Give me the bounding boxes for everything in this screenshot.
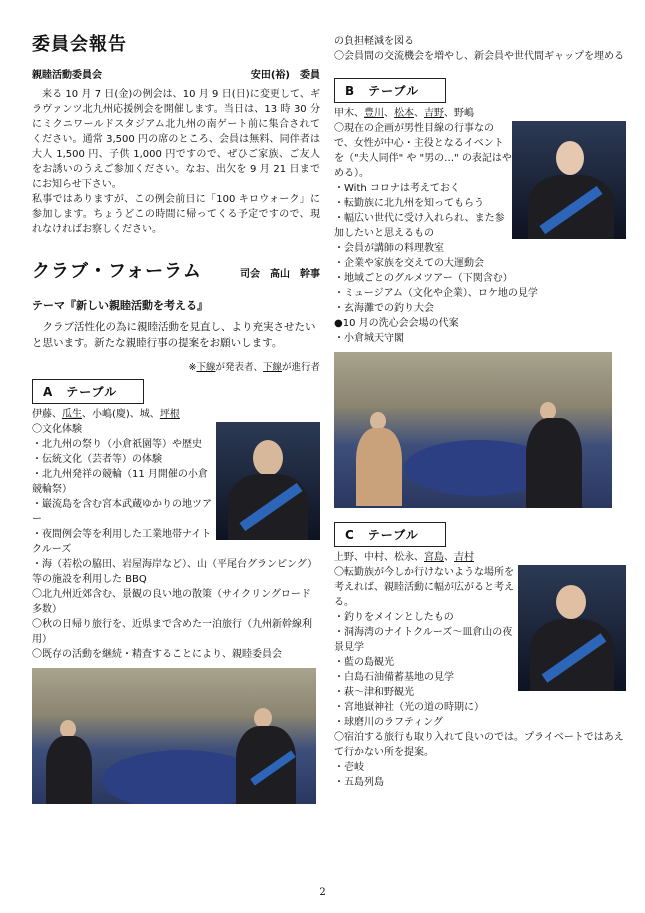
note-mid: が発表者、 [215, 362, 263, 373]
member-facilitator: 吉村 [454, 552, 474, 563]
forum-theme: テーマ『新しい親睦活動を考える』 [32, 299, 208, 312]
table-a-members [32, 408, 320, 422]
report-body: 来る 10 月 7 日(金)の例会は、10 月 9 日(日)に変更して、ギラヴァンツ北九州応援例会を開催します。当日は、13 時 30 分にミクニワールドスタジアム北九州の南ゲート前に集合されてください。通常 3,500 円の席のところ、会員は無料、同伴者は大人 1,500 円、子供 1,000 円ですので、ぜひご家族、ご友人をお誘いのうえご参加ください。なお、出欠を 9 月 21 日までにお知らせ下さい。 [32, 89, 320, 190]
list-item: 〇会員間の交流機会を増やし、新会員や世代間ギャップを埋める [334, 51, 624, 62]
table-a-section [32, 379, 320, 804]
list-item: の負担軽減を図る [334, 36, 414, 47]
list-item: ・玄海灘での釣り大会 [334, 303, 434, 314]
list-item: 〇既存の活動を継続・精査することにより、親睦委員会 [32, 649, 282, 660]
table-b-section [334, 78, 626, 508]
underline-note [32, 359, 320, 373]
list-item: ・北九州の祭り（小倉祇園等）や歴史 [32, 439, 202, 450]
note-prefix: ※ [188, 362, 197, 373]
list-item: ・釣りをメインとしたもの [334, 612, 454, 623]
member-text: 、 [414, 108, 424, 119]
report-header [32, 66, 320, 81]
member-presenter: 豊川 [364, 108, 384, 119]
table-c-list [334, 565, 626, 790]
list-item: ・With コロナは考えておく [334, 183, 460, 194]
list-item: ・五島列島 [334, 777, 384, 788]
member-presenter: 瓜生 [62, 409, 82, 420]
list-item: ・地域ごとのグルメツアー（下関含む） [334, 273, 513, 284]
right-column [334, 30, 626, 790]
table-c-label: C テーブル [334, 522, 446, 547]
left-column [32, 30, 320, 804]
meeting-photo-b [334, 352, 612, 508]
list-item: 〇北九州近郊含む、景観の良い地の散策（サイクリングロード多数） [32, 589, 311, 615]
note-facilitator-mark: 下線 [262, 362, 282, 373]
list-item: ・球磨川のラフティング [334, 717, 443, 728]
member-text: 甲木、 [334, 108, 364, 119]
member-presenter: 松本 [394, 108, 414, 119]
member-text: 伊藤、 [32, 409, 62, 420]
meeting-photo-a [32, 668, 316, 804]
forum-title: クラブ・フォーラム [32, 261, 202, 282]
list-item: ・白島石油備蓄基地の見学 [334, 672, 454, 683]
continued-text [334, 34, 626, 64]
report-body-2: 私事ではありますが、この例会前日に「100 キロウォーク」に参加します。ちょうどこの時間に帰ってくる予定ですので、現れなければお察しください。 [32, 194, 320, 235]
member-text: 、小嶋(慶)、城、 [82, 409, 160, 420]
list-item: ・企業や家族を交えての大運動会 [334, 258, 484, 269]
list-item: ・宮地嶽神社（光の道の時期に） [334, 702, 484, 713]
list-item: ・海（若松の脇田、岩屋海岸など）、山（平尾台グランピング）等の施設を利用した BBQ [32, 559, 318, 585]
list-item: ・幅広い世代に受け入れられ、また参加したいと思えるもの [334, 213, 505, 239]
table-b-label: B テーブル [334, 78, 446, 103]
list-item: 〇宿泊する旅行も取り入れて良いのでは。プライベートではあえて行かない所を提案。 [334, 732, 624, 758]
member-presenter: 宮島 [424, 552, 444, 563]
forum-host: 司会 高山 幹事 [240, 269, 320, 280]
member-facilitator: 吉野 [424, 108, 444, 119]
list-item: ・壱岐 [334, 762, 364, 773]
list-item: ・小倉城天守閣 [334, 333, 404, 344]
speaker-photo-c [518, 565, 626, 691]
member-text: 上野、中村、松永、 [334, 552, 424, 563]
list-item: ・藍の島観光 [334, 657, 394, 668]
member-text: 、 [444, 552, 454, 563]
forum-intro: クラブ活性化の為に親睦活動を見直し、より充実させたいと思います。新たな親睦行事の提案をお願いします。 [32, 321, 316, 349]
forum-header [32, 257, 320, 283]
list-item: ・伝統文化（芸者等）の体験 [32, 454, 162, 465]
list-item: 〇秋の日帰り旅行を、近県まで含めた一泊旅行（九州新幹線利用） [32, 619, 312, 645]
note-end: が進行者 [281, 362, 320, 373]
table-a-list [32, 422, 320, 662]
list-item: ・萩～津和野観光 [334, 687, 414, 698]
table-b-list [334, 121, 626, 346]
list-item: ・洞海湾のナイトクルーズ～皿倉山の夜景見学 [334, 627, 513, 653]
table-c-section [334, 522, 626, 790]
list-item: ・北九州発祥の競輪（11 月開催の小倉競輪祭） [32, 469, 208, 495]
table-b-members [334, 107, 626, 121]
list-item: ・ミュージアム（文化や企業）、ロケ地の見学 [334, 288, 538, 299]
speaker-photo-b [512, 121, 626, 239]
list-item: 〇現在の企画が男性目線の行事なので、女性が中心・主役となるイベントを（"夫人同伴" や "男の…" の表記はやめる）。 [334, 123, 512, 179]
list-item: ・巌流島を含む宮本武蔵ゆかりの地ツアー [32, 499, 212, 525]
member-facilitator: 坪根 [159, 409, 180, 420]
list-item: ・夜間例会等を利用した工業地帯ナイトクルーズ [32, 529, 212, 555]
list-item: ・転勤族に北九州を知ってもらう [334, 198, 484, 209]
table-c-members [334, 551, 626, 565]
table-a-label: A テーブル [32, 379, 144, 404]
page-number: 2 [319, 887, 326, 898]
speaker-photo-a [216, 422, 320, 540]
member-text: 、野嶋 [444, 108, 474, 119]
note-presenter-mark: 下線 [196, 362, 216, 373]
list-item: 〇文化体験 [32, 424, 82, 435]
member-text: 、 [384, 108, 394, 119]
reporter-name: 安田(裕) 委員 [250, 70, 320, 81]
report-title: 委員会報告 [32, 34, 127, 55]
list-item: 〇転勤族が今しか行けないような場所を考えれば、親睦活動に幅が広がると考える。 [334, 567, 514, 608]
list-item: ●10 月の洗心会会場の代案 [334, 318, 459, 329]
committee-name: 親睦活動委員会 [32, 70, 102, 81]
list-item: ・会員が講師の料理教室 [334, 243, 444, 254]
